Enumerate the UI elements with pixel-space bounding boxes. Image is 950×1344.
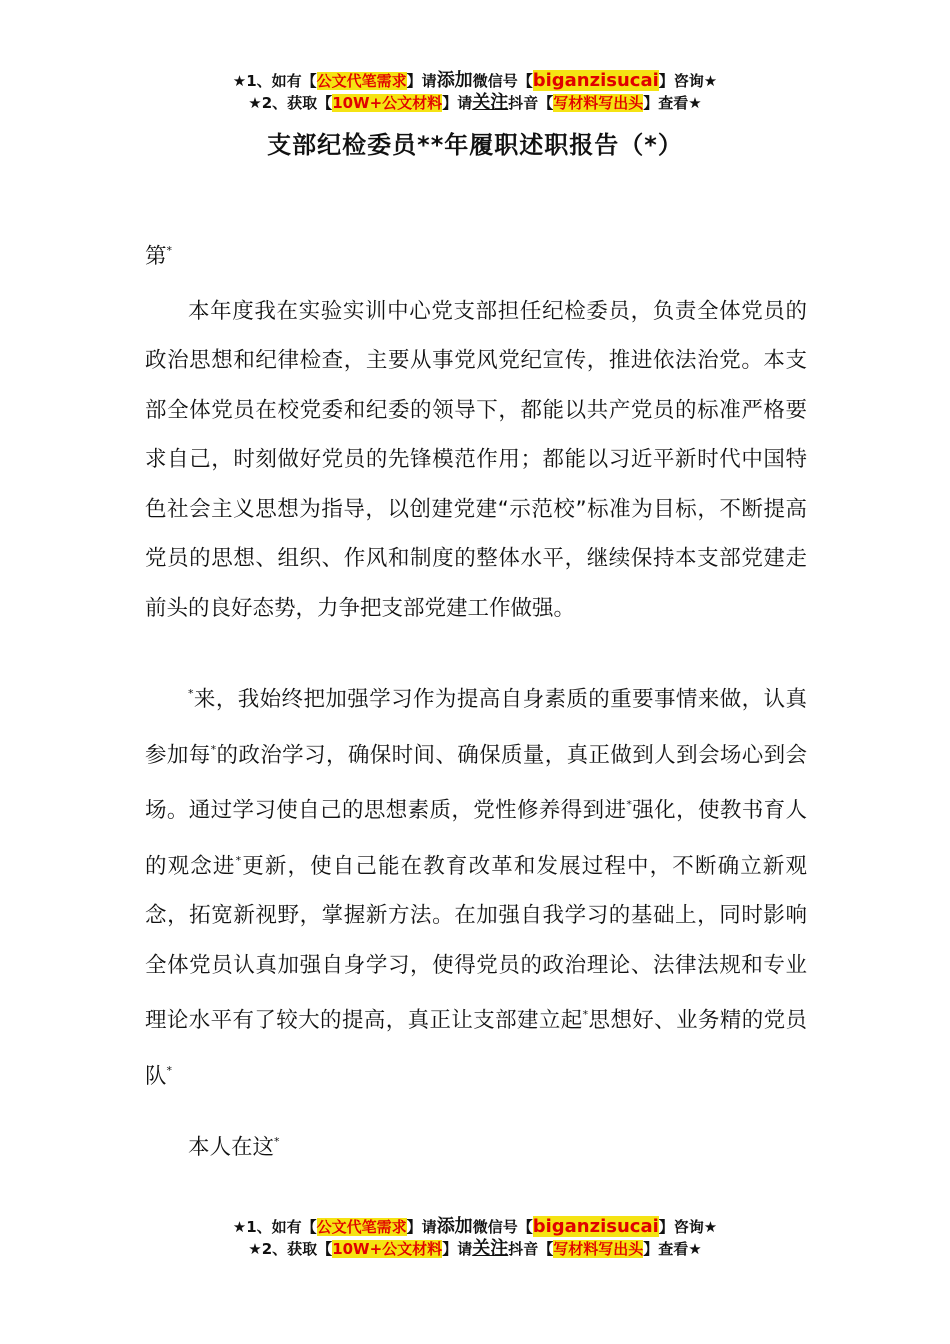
promo-emphasis: 添加 <box>436 1216 473 1237</box>
promo-text: 】请 <box>442 94 473 112</box>
document-title: 支部纪检委员**年履职述职报告（*） <box>267 131 683 159</box>
promo-text: ★2、获取【 <box>248 94 333 112</box>
promo-text: 抖音【 <box>508 94 554 112</box>
promo-banner-top <box>0 70 950 114</box>
promo-text: 】咨询★ <box>658 72 718 90</box>
promo-douyin-id: 写材料写出头 <box>553 94 644 112</box>
promo-highlight: 10W+公文材料 <box>332 1240 443 1258</box>
omitted-mark: * <box>235 853 242 867</box>
promo-text: 】请 <box>406 1218 437 1236</box>
omitted-mark: * <box>210 742 217 756</box>
promo-text: 】请 <box>406 72 437 90</box>
promo-highlight: 10W+公文材料 <box>332 94 443 112</box>
promo-highlight: 公文代笔需求 <box>316 72 407 90</box>
paragraph-2 <box>145 669 807 1101</box>
omitted-mark: * <box>626 798 632 811</box>
section-heading <box>145 226 807 282</box>
paragraph-2-text: 强化，使教书育人的观念进 <box>145 798 807 879</box>
document-body-part3 <box>145 1117 807 1173</box>
paragraph-3 <box>145 1117 807 1173</box>
promo-text: 抖音【 <box>508 1240 554 1258</box>
promo-line-1 <box>0 1216 950 1238</box>
promo-wechat-id: biganzisucai <box>532 70 659 91</box>
paragraph-1: 本年度我在实验实训中心党支部担任纪检委员，负责全体党员的政治思想和纪律检查，主要从事党风党纪宣传，推进依法治党。本支部全体党员在校党委和纪委的领导下，都能以共产党员的标准严格要求自己，时刻做好党员的先锋模范作用；都能以习近平新时代中国特色社会主义思想为指导，以创建党建“示范校”标准为目标，不断提高党员的思想、组织、作风和制度的整体水平，继续保持本支部党建走前头的良好态势，力争把支部党建工作做强。 <box>145 298 807 621</box>
promo-emphasis: 关注 <box>472 92 509 113</box>
promo-text: 微信号【 <box>472 1218 533 1236</box>
omitted-mark: * <box>166 244 173 257</box>
section-heading-text: 第 <box>145 244 167 269</box>
promo-text: ★1、如有【 <box>232 1218 317 1236</box>
promo-line-2 <box>0 1238 950 1260</box>
promo-text: ★2、获取【 <box>248 1240 333 1258</box>
promo-banner-bottom <box>0 1216 950 1260</box>
paragraph-2-text: 更新，使自己能在教育改革和发展过程中，不断确立新观念，拓宽新视野，掌握新方法。在加强自我学习的基础上，同时影响全体党员认真加强自身学习，使得党员的政治理论、法律法规和专业理论水平有了较大的提高，真正让支部建立起 <box>145 853 807 1033</box>
paragraph-2-text: 来，我始终把加强学习作为提高自身素质的重要事情来做，认真参加每 <box>145 687 807 768</box>
promo-douyin-id: 写材料写出头 <box>553 1240 644 1258</box>
paragraph-2-text: 的政治学习，确保时间、确保质量，真正做到人到会场心到会场。通过学习使自己的思想素质，党性修养得到进 <box>145 742 807 823</box>
promo-text: 】查看★ <box>643 1240 702 1258</box>
promo-emphasis: 添加 <box>436 70 473 91</box>
promo-text: 】请 <box>442 1240 473 1258</box>
promo-wechat-id: biganzisucai <box>532 1216 659 1237</box>
promo-line-2 <box>0 92 950 114</box>
document-body-part2 <box>145 669 807 1101</box>
document-body-part1 <box>145 226 807 633</box>
paragraph-2-text: 思想好、业务精的党员队 <box>145 1008 807 1089</box>
omitted-mark: * <box>166 1063 173 1077</box>
promo-text: 微信号【 <box>472 72 533 90</box>
promo-highlight: 公文代笔需求 <box>316 1218 407 1236</box>
promo-text: 】咨询★ <box>658 1218 718 1236</box>
omitted-mark: * <box>582 1008 589 1021</box>
promo-text: 】查看★ <box>643 94 702 112</box>
omitted-mark: * <box>188 687 194 700</box>
promo-line-1 <box>0 70 950 92</box>
promo-emphasis: 关注 <box>472 1238 509 1259</box>
paragraph-3-text: 本人在这 <box>188 1135 275 1160</box>
promo-text: ★1、如有【 <box>232 72 317 90</box>
omitted-mark: * <box>274 1135 280 1148</box>
